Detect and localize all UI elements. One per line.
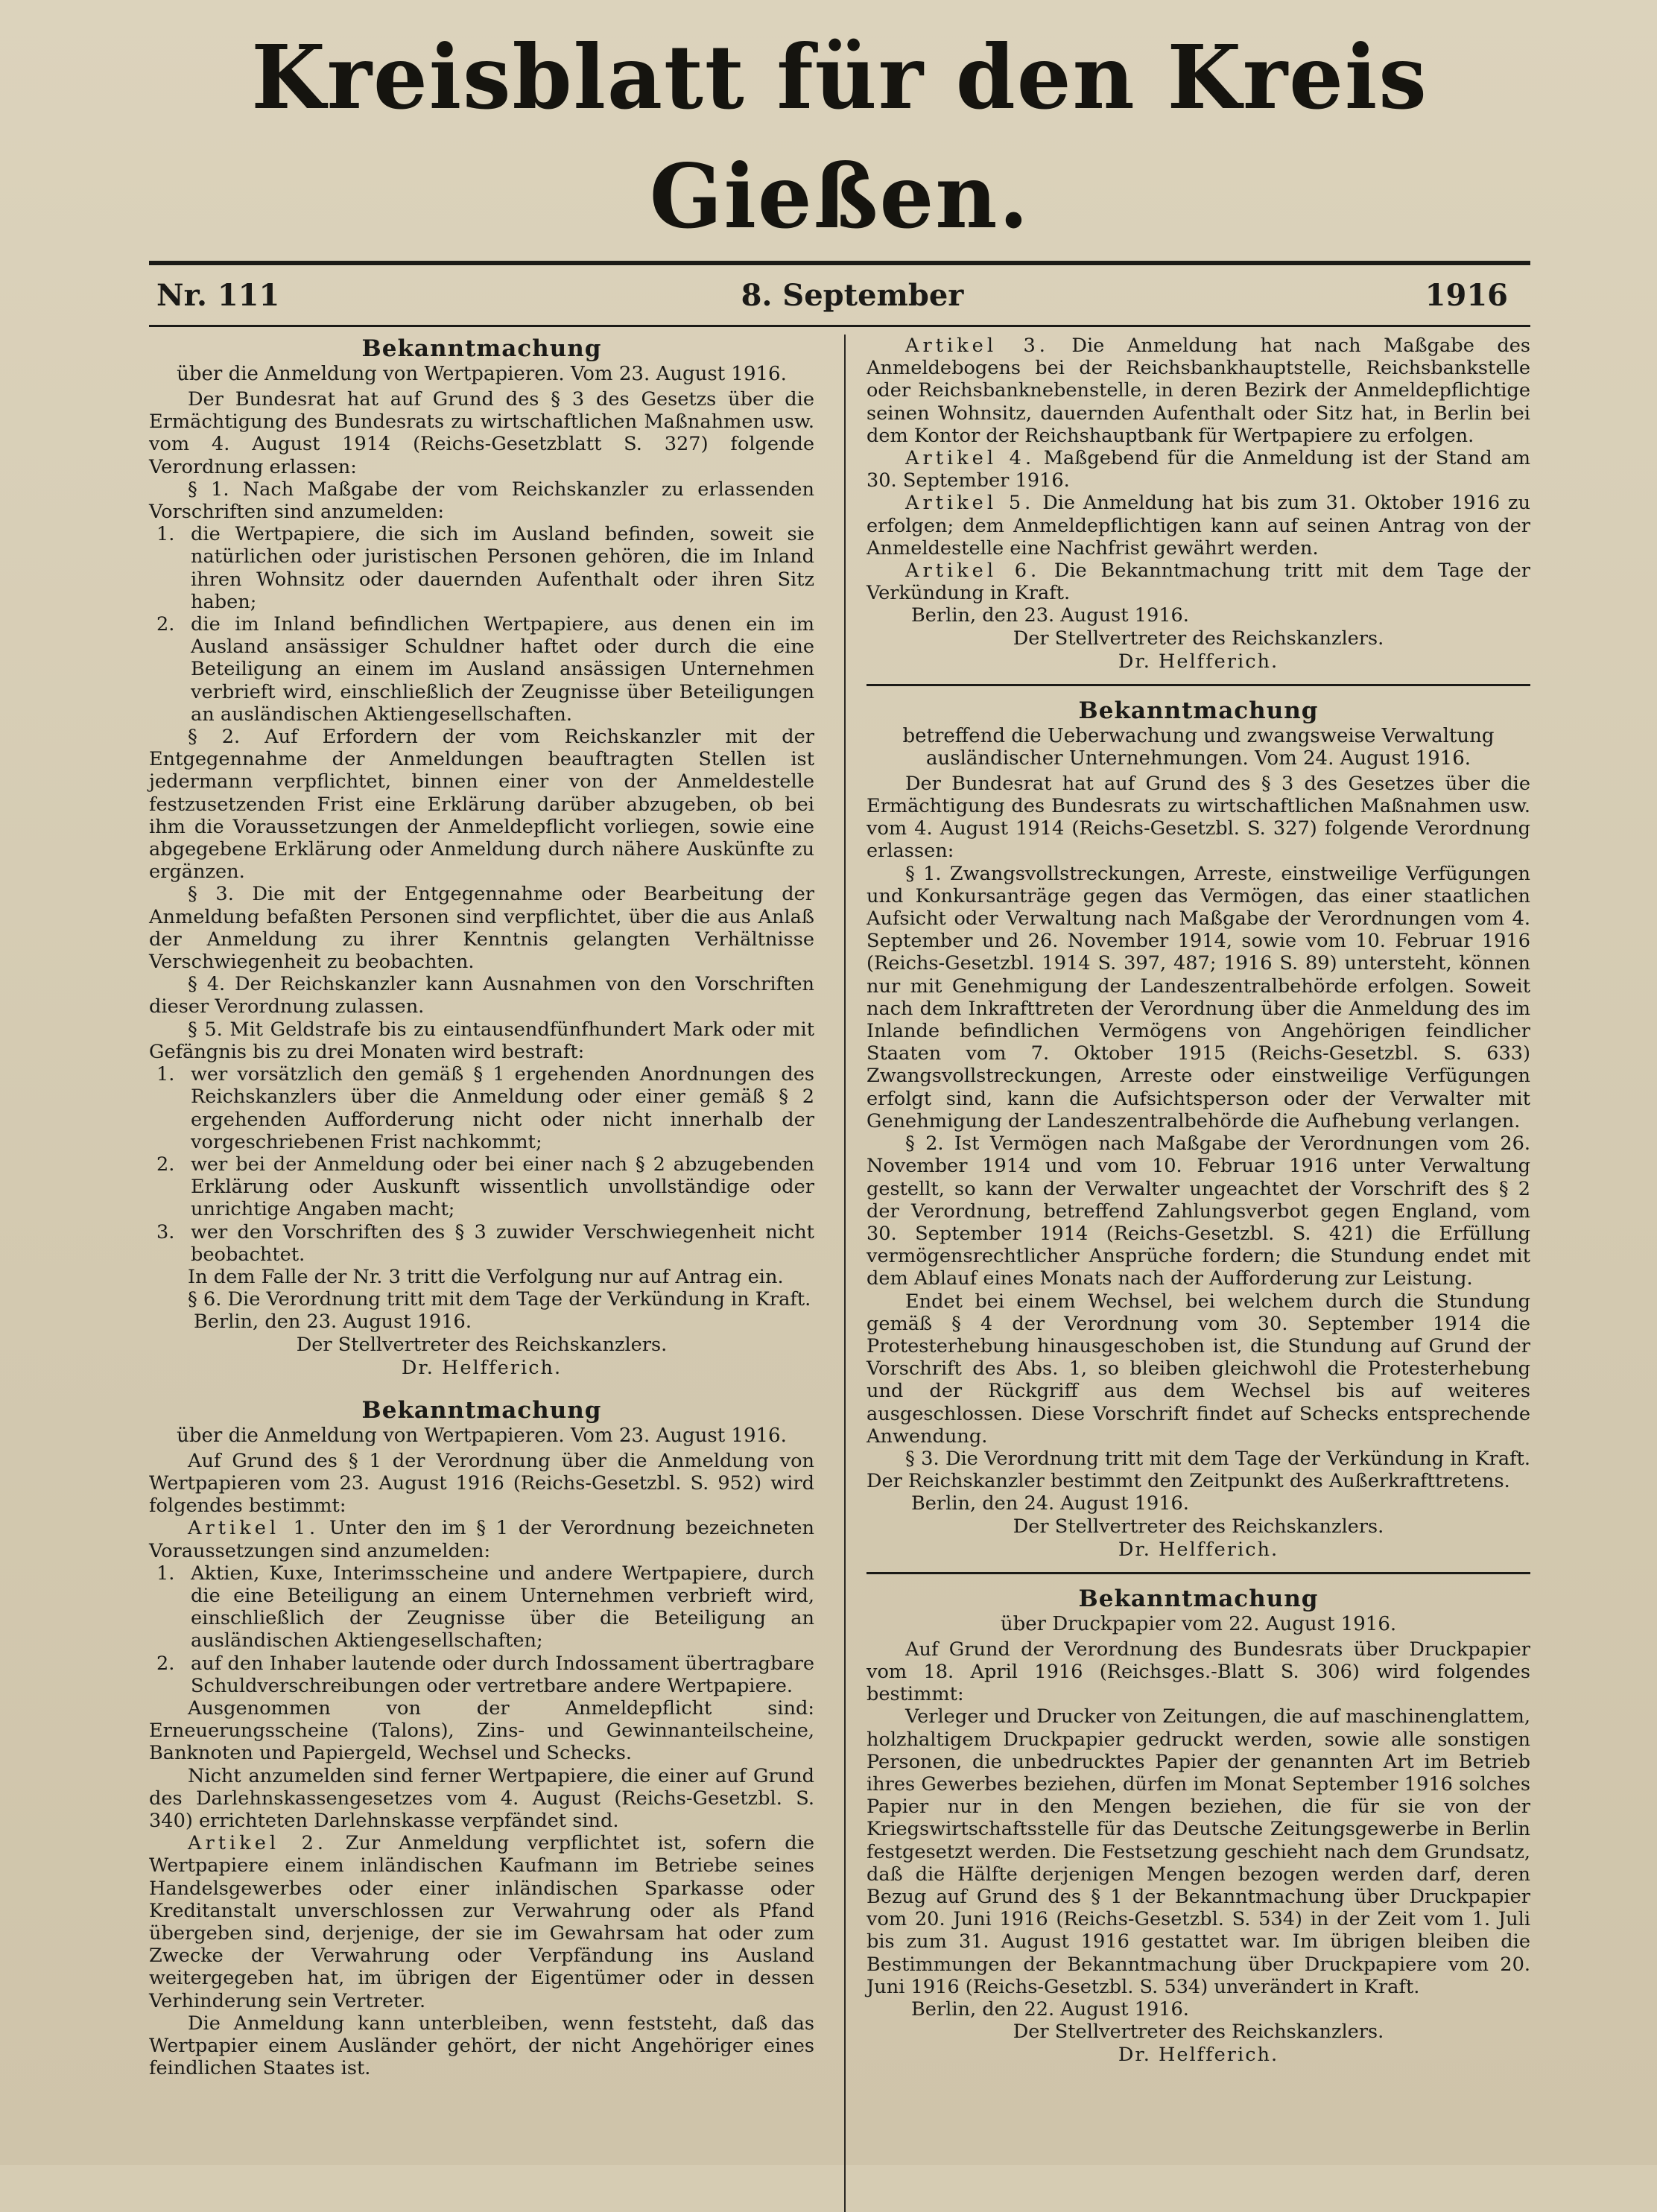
paragraph: Auf Grund des § 1 der Verordnung über die Anmeldung von Wertpapieren vom 23. August 1916 (Reichs-Gesetzbl. S. 952) wird folgendes bestimmt: [149,1449,814,1518]
signature-place: Berlin, den 23. August 1916. [194,1311,472,1334]
paragraph: § 3. Die mit der Entgegennahme oder Bearbeitung der Anmeldung befaßten Personen sind verpflichtet, über die aus Anlaß der Anmeldung zu ihrer Kenntnis gelangten Verhältnisse Verschwiegenheit zu beobachten. [149,883,814,974]
issue-number: Nr. 111 [156,277,280,313]
notice-ueberwachung [866,697,1530,1562]
list-item: 1. Aktien, Kuxe, Interimsscheine und andere Wertpapiere, durch die eine Beteiligung an einem Unternehmen verbrieft wird, einschließlich der Zeugnisse über die Beteiligung an ausländischen Aktiengesellschaften; [156,1562,814,1652]
signature-name: Dr. Helfferich. [401,1356,563,1379]
paragraph: § 1. Zwangsvollstreckungen, Arreste, einstweilige Verfügungen und Konkursanträge gegen das Vermögen, das einer staatlichen Aufsicht oder Verwaltung nach Maßgabe der Verordnungen vom 4. September und 26. November 1914, sowie vom 10. Februar 1916 (Reichs-Gesetzbl. 1914 S. 397, 487; 1916 S. 89) untersteht, können nur mit Genehmigung der Landeszentralbehörde erfolgen. Soweit nach dem Inkrafttreten der Verordnung über die Anmeldung des im Inlande befindlichen Vermögens von Angehörigen feindlicher Staaten vom 7. Oktober 1915 (Reichs-Gesetzbl. S. 633) Zwangsvollstreckungen, Arreste oder einstweilige Verfügungen erfolgt sind, kann die Aufsichtsperson oder der Verwalter mit Genehmigung der Landeszentralbehörde die Aufhebung verlangen. [866,862,1530,1132]
notice-wertpapiere-verordnung [149,335,814,1380]
notice-subtitle: über die Anmeldung von Wertpapieren. Vom 23. August 1916. [177,363,787,385]
paragraph: Artikel 2. Zur Anmeldung verpflichtet ist, sofern die Wertpapiere einem inländischen Kaufmann im Betriebe seines Handelsgewerbes oder einer inländischen Sparkasse oder Kreditanstalt unverschlossen zur Verwahrung oder als Pfand übergeben sind, derjenige, der sie im Gewahrsam hat oder zum Zwecke der Verwahrung oder Verpfändung ins Ausland weitergegeben hat, im übrigen der Eigentümer oder in dessen Verhinderung sein Vertreter. [149,1832,814,2012]
list-item: 2. wer bei der Anmeldung oder bei einer nach § 2 abzugebenden Erklärung oder Auskunft wissentlich unvollständige oder unrichtige Angaben macht; [156,1153,814,1221]
signature-name: Dr. Helfferich. [1118,1538,1279,1561]
right-column [844,335,1530,2212]
paragraph: § 6. Die Verordnung tritt mit dem Tage der Verkündung in Kraft. [188,1288,811,1311]
notice-title: Bekanntmachung [361,335,602,362]
masthead-title: Kreisblatt für den Kreis Gießen. [251,25,1428,248]
notice-subtitle: betreffend die Ueberwachung und zwangsweise Verwaltung ausländischer Unternehmungen. Vom 24. August 1916. [902,724,1495,770]
paragraph: Artikel 4. Maßgebend für die Anmeldung ist der Stand am 30. September 1916. [866,447,1530,492]
section-divider [866,1572,1530,1574]
columns [149,335,1530,2212]
signature-office: Der Stellvertreter des Reichskanzlers. [1013,2021,1384,2044]
paragraph: Auf Grund der Verordnung des Bundesrats über Druckpapier vom 18. April 1916 (Reichsges.-Blatt S. 306) wird folgendes bestimmt: [866,1638,1530,1706]
paragraph: Der Bundesrat hat auf Grund des § 3 des Gesetzs über die Ermächtigung des Bundesrats zu wirtschaftlichen Maßnahmen usw. vom 4. August 1914 (Reichs-Gesetzblatt S. 327) folgende Verordnung erlassen: [149,388,814,478]
list-item: 1. die Wertpapiere, die sich im Ausland befinden, soweit sie natürlichen oder juristischen Personen gehören, die im Inland ihren Wohnsitz oder dauernden Aufenthalt oder ihren Sitz haben; [156,523,814,613]
paragraph: § 3. Die Verordnung tritt mit dem Tage der Verkündung in Kraft. Der Reichskanzler bestimmt den Zeitpunkt des Außerkrafttretens. [866,1447,1530,1493]
notice-title: Bekanntmachung [361,1396,602,1424]
notice-subtitle: über Druckpapier vom 22. August 1916. [1000,1612,1397,1635]
list-item: 2. die im Inland befindlichen Wertpapiere, aus denen ein im Ausland ansässiger Schuldner haftet oder durch die eine Beteiligung an einem im Ausland ansässigen Unternehmen verbrieft wird, einschließlich der Zeugnisse über Beteiligungen an ausländischen Aktiengesellschaften. [156,613,814,726]
signature-name: Dr. Helfferich. [1118,650,1279,673]
paragraph: Artikel 3. Die Anmeldung hat nach Maßgabe des Anmeldebogens bei der Reichsbankhauptstelle, Reichsbankstelle oder Reichsbanknebenstelle, in deren Bezirk der Anmeldepflichtige seinen Wohnsitz, dauernden Aufenthalt oder Sitz hat, in Berlin bei dem Kontor der Reichshauptbank für Wertpapiere zu erfolgen. [866,335,1530,447]
paragraph: Artikel 5. Die Anmeldung hat bis zum 31. Oktober 1916 zu erfolgen; dem Anmeldepflichtigen kann auf seinen Antrag von der Anmeldestelle eine Nachfrist gewährt werden. [866,492,1530,560]
signature-place: Berlin, den 24. August 1916. [910,1492,1189,1515]
paragraph: Endet bei einem Wechsel, bei welchem durch die Stundung gemäß § 4 der Verordnung vom 30. September 1914 die Protesterhebung hinausgeschoben ist, die Stundung auf Grund der Vorschrift des Abs. 1, so bleiben gleichwohl die Protesterhebung und der Rückgriff aus dem Wechsel bis auf weiteres ausgeschlossen. Diese Vorschrift findet auf Schecks entsprechende Anwendung. [866,1290,1530,1448]
signature-office: Der Stellvertreter des Reichskanzlers. [1013,1515,1384,1538]
paragraph: § 2. Ist Vermögen nach Maßgabe der Verordnungen vom 26. November 1914 und vom 10. Februar 1916 unter Verwaltung gestellt, so kann der Verwalter ungeachtet der Vorschrift des § 2 der Verordnung, betreffend Zahlungsverbot gegen England, vom 30. September 1914 (Reichs-Gesetzbl. S. 421) die Erfüllung vermögensrechtlicher Ansprüche fordern; die Stundung endet mit dem Ablauf eines Monats nach der Aufforderung zur Leistung. [866,1132,1530,1290]
left-column [149,335,835,2212]
paragraph: Artikel 1. Unter den im § 1 der Verordnung bezeichneten Voraussetzungen sind anzumelden: [149,1517,814,1562]
paragraph: § 5. Mit Geldstrafe bis zu eintausendfünfhundert Mark oder mit Gefängnis bis zu drei Monaten wird bestraft: [149,1018,814,1063]
notice-title: Bekanntmachung [1078,1585,1319,1612]
section-divider [866,684,1530,686]
notice-druckpapier [866,1585,1530,2067]
signature-place: Berlin, den 22. August 1916. [910,1998,1189,2021]
paragraph: Nicht anzumelden sind ferner Wertpapiere, die einer auf Grund des Darlehnskassengesetzes vom 4. August (Reichs-Gesetzbl. S. 340) errichteten Darlehnskasse verpfändet sind. [149,1764,814,1832]
signature-office: Der Stellvertreter des Reichskanzlers. [296,1333,668,1356]
list-item: 2. auf den Inhaber lautende oder durch Indossament übertragbare Schuldverschreibungen oder vertretbare andere Wertpapiere. [156,1652,814,1697]
signature-place: Berlin, den 23. August 1916. [910,604,1189,627]
paragraph: § 1. Nach Maßgabe der vom Reichskanzler zu erlassenden Vorschriften sind anzumelden: [149,478,814,524]
paragraph: In dem Falle der Nr. 3 tritt die Verfolgung nur auf Antrag ein. [188,1265,784,1288]
notice-wertpapiere-continued [866,335,1530,674]
signature-office: Der Stellvertreter des Reichskanzlers. [1013,627,1384,650]
paragraph: Verleger und Drucker von Zeitungen, die auf maschinenglattem, holzhaltigem Druckpapier gedruckt werden, sowie alle sonstigen Personen, die unbedrucktes Papier der genannten Art im Betrieb ihres Gewerbes beziehen, dürfen im Monat September 1916 solches Papier nur in den Mengen beziehen, die für sie von der Kriegswirtschaftsstelle für das Deutsche Zeitungsgewerbe in Berlin festgesetzt werden. Die Festsetzung geschieht nach dem Grundsatz, daß die Hälfte derjenigen Mengen bezogen werden darf, deren Bezug auf Grund des § 1 der Bekanntmachung über Druckpapier vom 20. Juni 1916 (Reichs-Gesetzbl. S. 534) in der Zeit vom 1. Juli bis zum 31. August 1916 gestattet war. Im übrigen bleiben die Bestimmungen der Bekanntmachung über Druckpapiere vom 20. Juni 1916 (Reichs-Gesetzbl. S. 534) unverändert in Kraft. [866,1705,1530,1998]
issue-year: 1916 [1425,277,1508,313]
paragraph: § 2. Auf Erfordern der vom Reichskanzler mit der Entgegennahme der Anmeldungen beauftragten Stellen ist jedermann verpflichtet, binnen einer von der Anmeldestelle festzusetzenden Frist eine Erklärung darüber abzugeben, ob bei ihm die Voraussetzungen der Anmeldepflicht vorliegen, sowie eine abgegebene Erklärung oder Anmeldung durch nähere Auskünfte zu ergänzen. [149,726,814,884]
notice-wertpapiere-ausfuehrung [149,1396,814,2080]
list-item: 3. wer den Vorschriften des § 3 zuwider Verschwiegenheit nicht beobachtet. [156,1220,814,1266]
signature-name: Dr. Helfferich. [1118,2044,1279,2067]
issue-date: 8. September [741,277,964,313]
dateline [149,265,1530,325]
paragraph: § 4. Der Reichskanzler kann Ausnahmen von den Vorschriften dieser Verordnung zulassen. [149,973,814,1018]
paragraph: Die Anmeldung kann unterbleiben, wenn feststeht, daß das Wertpapier einem Ausländer gehört, der nicht Angehöriger eines feindlichen Staates ist. [149,2012,814,2080]
masthead-rule-bottom [149,325,1530,327]
notice-subtitle: über die Anmeldung von Wertpapieren. Vom 23. August 1916. [177,1424,787,1447]
paragraph: Ausgenommen von der Anmeldepflicht sind: Erneuerungsscheine (Talons), Zins- und Gewinnanteilscheine, Banknoten und Papiergeld, Wechsel und Schecks. [149,1696,814,1765]
paragraph: Artikel 6. Die Bekanntmachung tritt mit dem Tage der Verkündung in Kraft. [866,560,1530,605]
list-item: 1. wer vorsätzlich den gemäß § 1 ergehenden Anordnungen des Reichskanzlers über die Anmeldung oder einer gemäß § 2 ergehenden Aufforderung nicht oder nicht innerhalb der vorgeschriebenen Frist nachkommt; [156,1063,814,1153]
paragraph: Der Bundesrat hat auf Grund des § 3 des Gesetzes über die Ermächtigung des Bundesrats zu wirtschaftlichen Maßnahmen usw. vom 4. August 1914 (Reichs-Gesetzbl. S. 327) folgende Verordnung erlassen: [866,772,1530,863]
notice-title: Bekanntmachung [1078,697,1319,724]
